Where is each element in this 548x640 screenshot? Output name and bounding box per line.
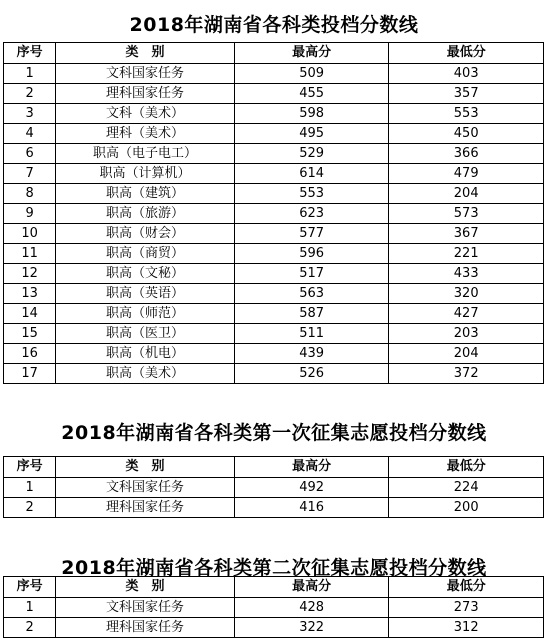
header-category: 类 别 [56, 577, 235, 598]
table-row [4, 184, 544, 204]
header-index: 序号 [4, 457, 56, 478]
cell-category: 理科国家任务 [56, 84, 235, 104]
header-min-score: 最低分 [389, 43, 544, 64]
cell-index: 9 [4, 204, 56, 224]
cell-category: 职高（商贸） [56, 244, 235, 264]
cell-index: 1 [4, 478, 56, 498]
cell-min-score: 224 [389, 478, 544, 498]
cell-index: 2 [4, 498, 56, 518]
cell-index: 1 [4, 64, 56, 84]
cell-category: 职高（建筑） [56, 184, 235, 204]
cell-min-score: 200 [389, 498, 544, 518]
table-row [4, 304, 544, 324]
cell-min-score: 273 [389, 598, 544, 618]
cell-min-score: 427 [389, 304, 544, 324]
cell-max-score: 587 [234, 304, 389, 324]
cell-max-score: 598 [234, 104, 389, 124]
header-max-score: 最高分 [234, 43, 389, 64]
cell-min-score: 320 [389, 284, 544, 304]
cell-index: 13 [4, 284, 56, 304]
cell-index: 17 [4, 364, 56, 384]
table-row [4, 618, 544, 638]
table-row [4, 204, 544, 224]
header-category: 类 别 [56, 43, 235, 64]
cell-index: 3 [4, 104, 56, 124]
cell-category: 职高（电子电工） [56, 144, 235, 164]
cell-category: 职高（文秘） [56, 264, 235, 284]
cell-category: 文科国家任务 [56, 478, 235, 498]
header-min-score: 最低分 [389, 577, 544, 598]
cell-max-score: 526 [234, 364, 389, 384]
cell-max-score: 509 [234, 64, 389, 84]
cell-min-score: 479 [389, 164, 544, 184]
cell-index: 8 [4, 184, 56, 204]
cell-min-score: 366 [389, 144, 544, 164]
cell-min-score: 372 [389, 364, 544, 384]
cell-max-score: 577 [234, 224, 389, 244]
score-table-1 [3, 42, 544, 384]
table-1-title: 2018年湖南省各科类投档分数线 [129, 14, 419, 36]
cell-category: 理科国家任务 [56, 498, 235, 518]
cell-category: 职高（财会） [56, 224, 235, 244]
cell-max-score: 529 [234, 144, 389, 164]
table-row [4, 478, 544, 498]
cell-index: 11 [4, 244, 56, 264]
score-table-3 [3, 576, 544, 638]
cell-min-score: 204 [389, 184, 544, 204]
cell-category: 职高（旅游） [56, 204, 235, 224]
cell-min-score: 553 [389, 104, 544, 124]
table-row [4, 498, 544, 518]
cell-min-score: 204 [389, 344, 544, 364]
cell-category: 文科国家任务 [56, 598, 235, 618]
cell-max-score: 563 [234, 284, 389, 304]
cell-max-score: 439 [234, 344, 389, 364]
table-2-title: 2018年湖南省各科类第一次征集志愿投档分数线 [61, 422, 487, 444]
cell-index: 12 [4, 264, 56, 284]
cell-index: 10 [4, 224, 56, 244]
table-row [4, 144, 544, 164]
table-row [4, 64, 544, 84]
table-row [4, 284, 544, 304]
cell-index: 1 [4, 598, 56, 618]
cell-category: 文科国家任务 [56, 64, 235, 84]
cell-max-score: 511 [234, 324, 389, 344]
table-row [4, 224, 544, 244]
cell-max-score: 428 [234, 598, 389, 618]
table-row [4, 264, 544, 284]
cell-index: 2 [4, 618, 56, 638]
cell-max-score: 517 [234, 264, 389, 284]
cell-min-score: 203 [389, 324, 544, 344]
cell-category: 职高（美术） [56, 364, 235, 384]
header-index: 序号 [4, 577, 56, 598]
cell-min-score: 450 [389, 124, 544, 144]
table-header-row [4, 457, 544, 478]
cell-min-score: 357 [389, 84, 544, 104]
header-max-score: 最高分 [234, 457, 389, 478]
cell-min-score: 221 [389, 244, 544, 264]
cell-index: 16 [4, 344, 56, 364]
table-row [4, 344, 544, 364]
table-row [4, 164, 544, 184]
cell-category: 职高（计算机） [56, 164, 235, 184]
cell-min-score: 367 [389, 224, 544, 244]
table-row [4, 124, 544, 144]
cell-index: 6 [4, 144, 56, 164]
header-category: 类 别 [56, 457, 235, 478]
cell-max-score: 495 [234, 124, 389, 144]
cell-max-score: 416 [234, 498, 389, 518]
table-row [4, 104, 544, 124]
cell-category: 理科（美术） [56, 124, 235, 144]
cell-max-score: 614 [234, 164, 389, 184]
cell-max-score: 492 [234, 478, 389, 498]
header-index: 序号 [4, 43, 56, 64]
cell-max-score: 455 [234, 84, 389, 104]
cell-index: 15 [4, 324, 56, 344]
cell-max-score: 553 [234, 184, 389, 204]
cell-category: 职高（师范） [56, 304, 235, 324]
table-row [4, 598, 544, 618]
cell-index: 2 [4, 84, 56, 104]
cell-max-score: 596 [234, 244, 389, 264]
table-row [4, 84, 544, 104]
cell-index: 4 [4, 124, 56, 144]
table-header-row [4, 577, 544, 598]
header-max-score: 最高分 [234, 577, 389, 598]
cell-min-score: 403 [389, 64, 544, 84]
cell-category: 职高（英语） [56, 284, 235, 304]
cell-category: 文科（美术） [56, 104, 235, 124]
cell-min-score: 433 [389, 264, 544, 284]
cell-category: 理科国家任务 [56, 618, 235, 638]
score-table-2 [3, 456, 544, 518]
header-min-score: 最低分 [389, 457, 544, 478]
cell-min-score: 573 [389, 204, 544, 224]
cell-max-score: 623 [234, 204, 389, 224]
table-row [4, 244, 544, 264]
cell-category: 职高（医卫） [56, 324, 235, 344]
cell-category: 职高（机电） [56, 344, 235, 364]
cell-index: 14 [4, 304, 56, 324]
table-row [4, 324, 544, 344]
table-header-row [4, 43, 544, 64]
table-row [4, 364, 544, 384]
table-3-title: 2018年湖南省各科类第二次征集志愿投档分数线 [61, 557, 487, 579]
cell-min-score: 312 [389, 618, 544, 638]
cell-max-score: 322 [234, 618, 389, 638]
cell-index: 7 [4, 164, 56, 184]
